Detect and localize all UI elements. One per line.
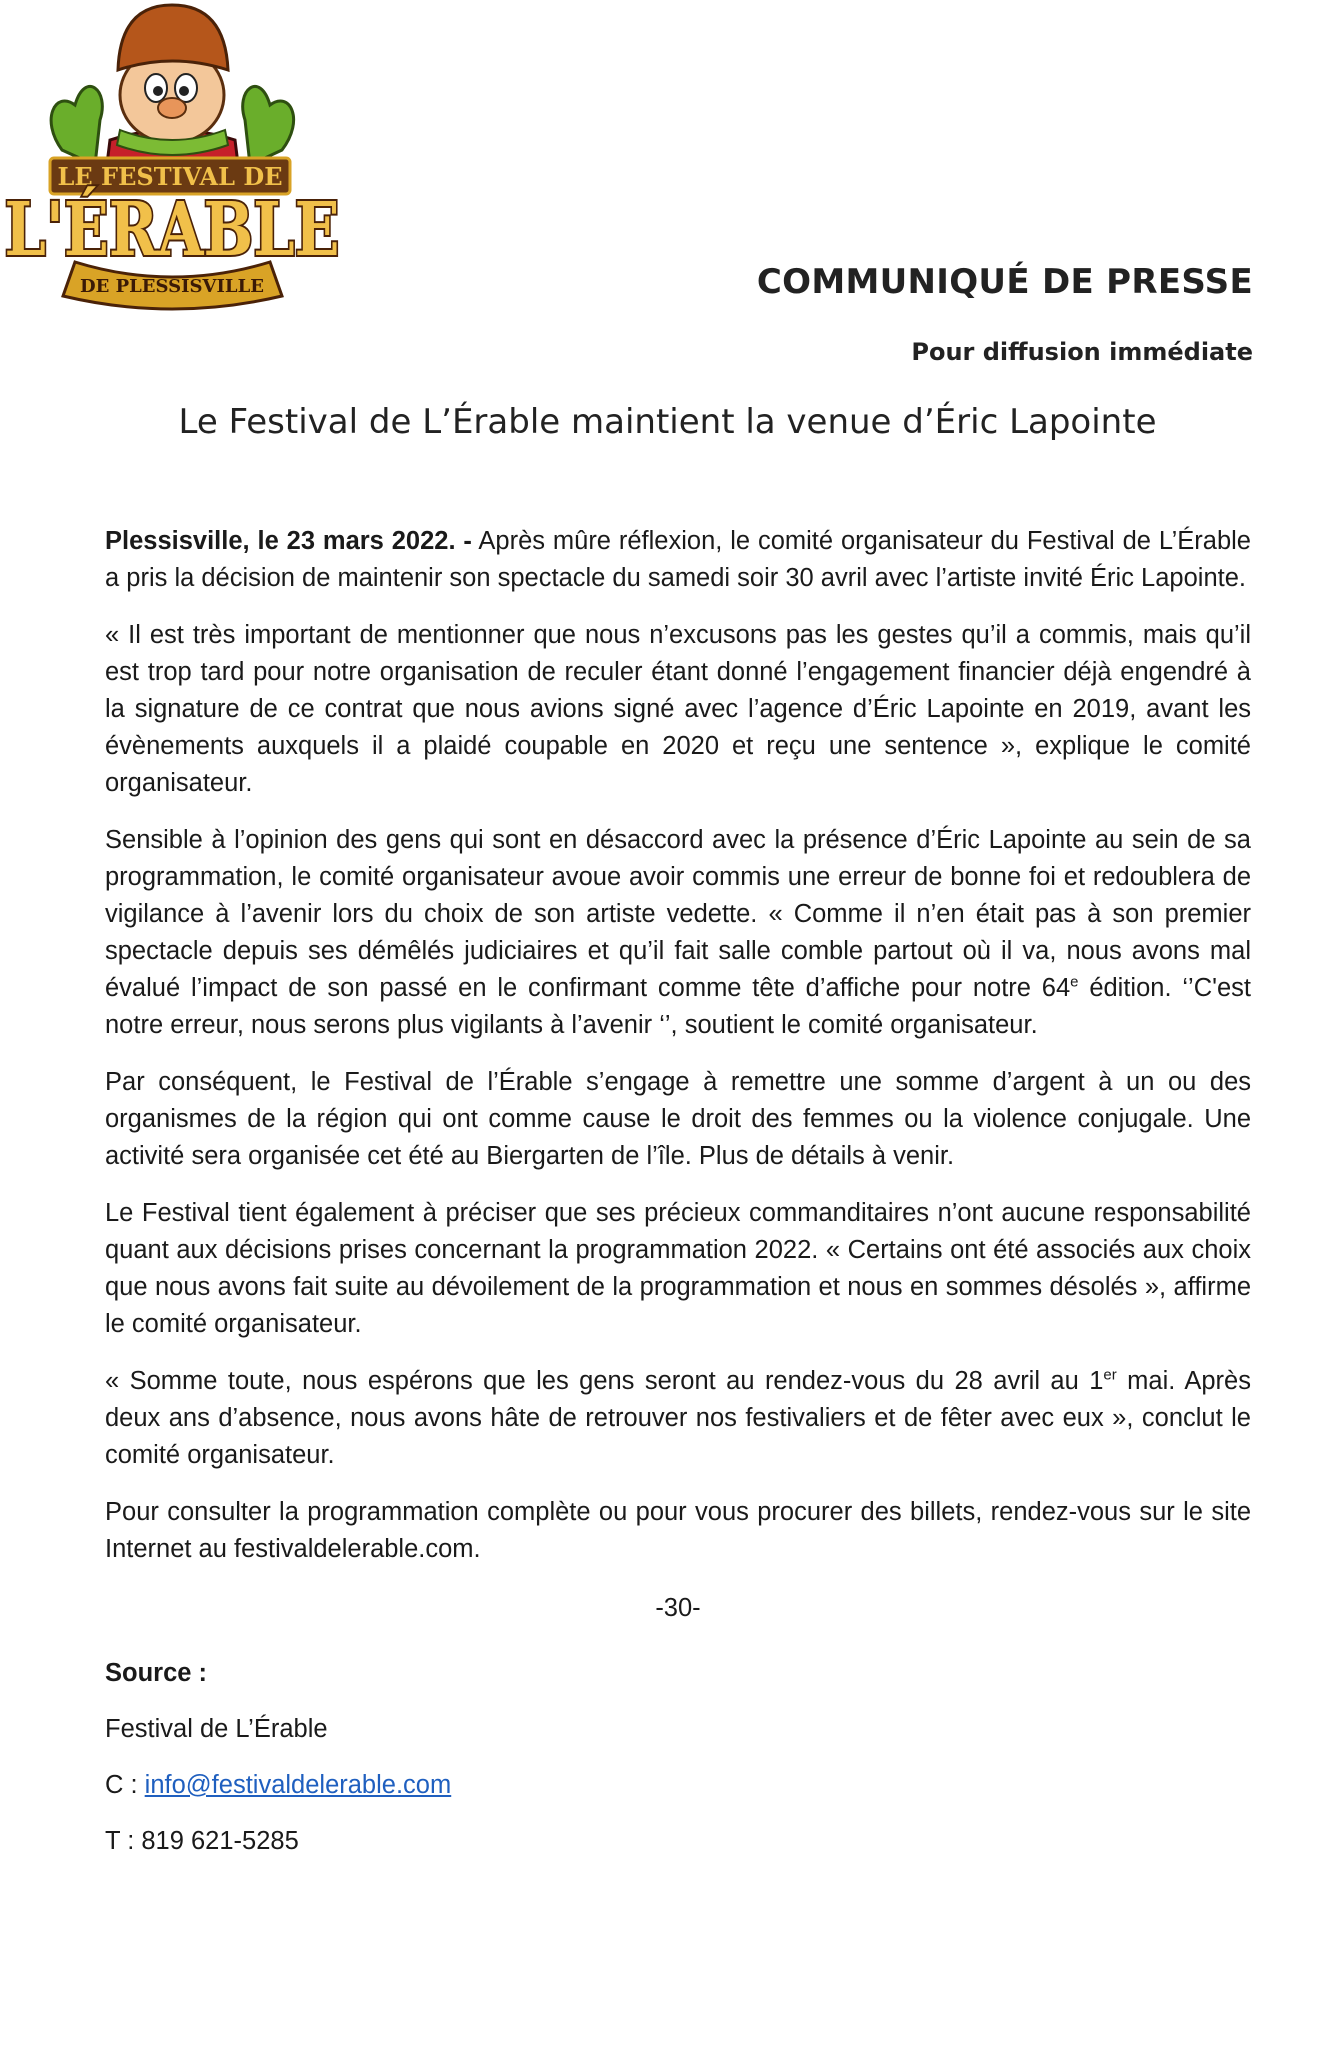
source-email-line: [105, 1767, 1251, 1803]
end-mark: -30-: [655, 1594, 701, 1622]
festival-logo: [0, 0, 426, 315]
press-release-title: Le Festival de L’Érable maintient la venue d’Éric Lapointe: [178, 402, 1157, 442]
paragraph-1: [105, 523, 1251, 597]
logo-text-line2: L'ÉRABLE: [4, 187, 426, 273]
logo-text-line1: LE FESTIVAL DE: [57, 162, 283, 191]
paragraph-3-text-b: édition. ‘’C'est notre erreur, nous serons plus vigilants à l’avenir ‘’, soutient le comité organisateur.: [105, 974, 1251, 1039]
diffusion-label: Pour diffusion immédiate: [911, 338, 1253, 366]
source-phone: T : 819 621-5285: [105, 1827, 299, 1855]
superscript-er: er: [1103, 1366, 1117, 1384]
email-prefix: C :: [105, 1771, 145, 1799]
paragraph-2: « Il est très important de mentionner que nous n’excusons pas les gestes qu’il a commis, mais qu’il est trop tard pour notre organisation de reculer étant donné l’engagement financier déjà engendré à la signature de ce contrat que nous avions signé avec l’agence d’Éric Lapointe en 2019, avant les évènements auxquels il a plaidé coupable en 2020 et reçu une sentence », explique le comité organisateur.: [105, 621, 1251, 797]
paragraph-6-text-a: « Somme toute, nous espérons que les gens seront au rendez-vous du 28 avril au 1: [105, 1367, 1104, 1395]
superscript-e: e: [1070, 973, 1079, 991]
paragraph-6: [105, 1363, 1251, 1474]
email-link[interactable]: info@festivaldelerable.com: [144, 1771, 452, 1799]
dateline: Plessisville, le 23 mars 2022. -: [105, 527, 472, 555]
paragraph-6-text-b: mai. Après deux ans d’absence, nous avons hâte de retrouver nos festivaliers et de fêter avec eux », conclut le comité organisateur.: [105, 1367, 1251, 1469]
paragraph-3: [105, 822, 1251, 1044]
paragraph-5: Le Festival tient également à préciser que ses précieux commanditaires n’ont aucune responsabilité quant aux décisions prises concernant la programmation 2022. « Certains ont été associés aux choix que nous avons fait suite au dévoilement de la programmation et nous en sommes désolés », affirme le comité organisateur.: [105, 1199, 1251, 1338]
paragraph-1-text: Après mûre réflexion, le comité organisateur du Festival de L’Érable a pris la décision de maintenir son spectacle du samedi soir 30 avril avec l’artiste invité Éric Lapointe.: [105, 527, 1251, 592]
logo-hand-left: [51, 86, 102, 165]
paragraph-7: Pour consulter la programmation complète ou pour vous procurer des billets, rendez-vous sur le site Internet au festivaldelerable.com.: [105, 1498, 1251, 1563]
logo-hat: [118, 5, 228, 70]
source-organization: Festival de L’Érable: [105, 1715, 328, 1743]
paragraph-4: Par conséquent, le Festival de l’Érable s’engage à remettre une somme d’argent à un ou des organismes de la région qui ont comme cause le droit des femmes ou la violence conjugale. Une activité sera organisée cet été au Biergarten de l’île. Plus de détails à venir.: [105, 1068, 1251, 1170]
source-heading: Source :: [105, 1659, 208, 1687]
paragraph-3-text-a: Sensible à l’opinion des gens qui sont en désaccord avec la présence d’Éric Lapointe au sein de sa programmation, le comité organisateur avoue avoir commis une erreur de bonne foi et redoublera de vigilance à l’avenir lors du choix de son artiste vedette. « Comme il n’en était pas à son premier spectacle depuis ses démêlés judiciaires et qu’il fait salle comble partout où il va, nous avons mal évalué l’impact de son passé en le confirmant comme tête d’affiche pour notre 64: [105, 826, 1251, 1002]
logo-nose: [158, 98, 186, 118]
logo-hand-right: [243, 86, 294, 165]
logo-text-banner: DE PLESSISVILLE: [80, 276, 264, 297]
press-release-body: [105, 523, 1251, 1879]
communique-heading: COMMUNIQUÉ DE PRESSE: [756, 262, 1253, 302]
